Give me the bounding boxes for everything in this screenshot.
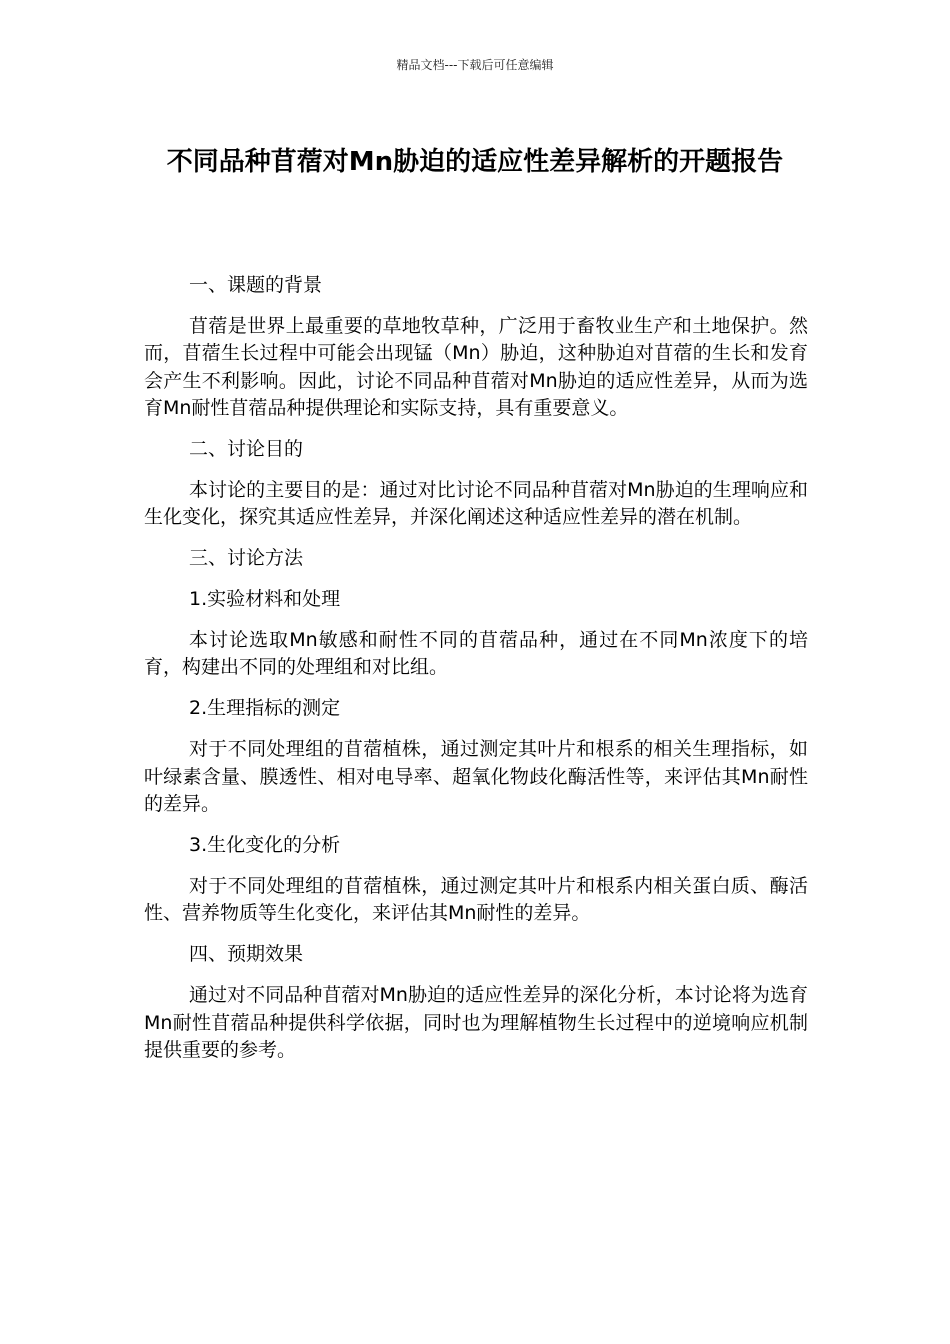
document-body [144,272,808,1078]
section-heading-expected-results: 四、预期效果 [189,943,304,966]
section-heading-purpose: 二、讨论目的 [189,438,304,461]
subheading-materials: 1.实验材料和处理 [189,588,341,611]
subheading-physiology: 2.生理指标的测定 [189,697,341,720]
section-heading-methods: 三、讨论方法 [189,547,304,570]
paragraph-background: 苜蓿是世界上最重要的草地牧草种，广泛用于畜牧业生产和土地保护。然而，苜蓿生长过程中可能会出现锰（Mn）胁迫，这种胁迫对苜蓿的生长和发育会产生不利影响。因此，讨论不同品种苜蓿对Mn胁迫的适应性差异，从而为选育Mn耐性苜蓿品种提供理论和实际支持，具有重要意义。 [144,314,808,420]
paragraph-expected-results: 通过对不同品种苜蓿对Mn胁迫的适应性差异的深化分析，本讨论将为选育Mn耐性苜蓿品种提供科学依据，同时也为理解植物生长过程中的逆境响应机制提供重要的参考。 [144,984,808,1061]
subheading-biochemistry: 3.生化变化的分析 [189,834,341,856]
document-title: 不同品种苜蓿对Mn胁迫的适应性差异解析的开题报告 [166,147,784,177]
section-heading-background: 一、课题的背景 [189,274,323,296]
paragraph-biochemistry: 对于不同处理组的苜蓿植株，通过测定其叶片和根系内相关蛋白质、酶活性、营养物质等生化变化，来评估其Mn耐性的差异。 [144,874,808,925]
paragraph-purpose: 本讨论的主要目的是：通过对比讨论不同品种苜蓿对Mn胁迫的生理响应和生化变化，探究其适应性差异，并深化阐述这种适应性差异的潜在机制。 [144,478,808,529]
paragraph-physiology: 对于不同处理组的苜蓿植株，通过测定其叶片和根系的相关生理指标，如叶绿素含量、膜透性、相对电导率、超氧化物歧化酶活性等，来评估其Mn耐性的差异。 [144,738,808,816]
page-header-note: 精品文档---下载后可任意编辑 [396,58,554,72]
paragraph-materials: 本讨论选取Mn敏感和耐性不同的苜蓿品种，通过在不同Mn浓度下的培育，构建出不同的处理组和对比组。 [144,629,808,679]
